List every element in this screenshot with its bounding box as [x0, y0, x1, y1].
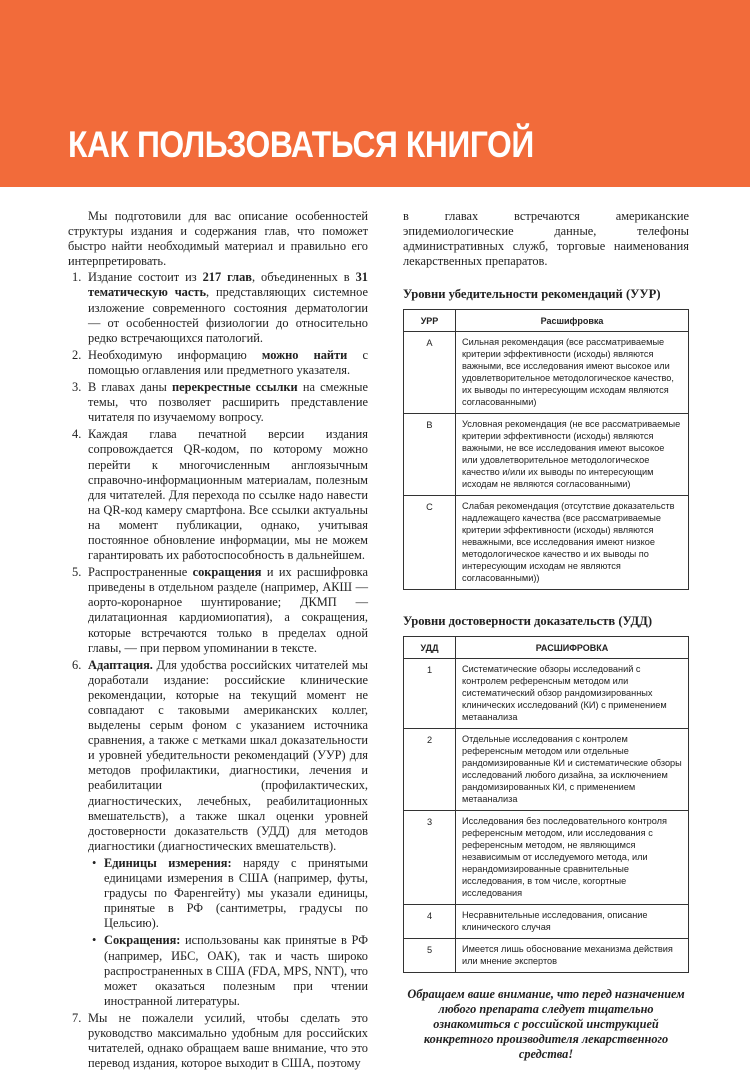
uur-header-code: УРР: [404, 310, 456, 332]
continuation-paragraph: в главах встречаются американские эпидемиологические данные, телефоны административных служб, торговые наименования лекарственных препаратов.: [403, 209, 689, 269]
udd-table: [403, 636, 689, 973]
list-item-1: 1. Издание состоит из 217 глав, объединенных в 31 тематическую часть, представляющих системное изложение современного состояния дерматологии — от особенностей физиологии до относительно редко встречающихся патологий.: [72, 270, 368, 345]
table-row: 1 Систематические обзоры исследований с контролем референсным методом или систематический обзор рандомизированных клинических исследований (КИ) с применением метаанализа: [404, 659, 689, 729]
list-item-4: 4. Каждая глава печатной версии издания сопровождается QR-кодом, по которому можно перейти к многочисленным англоязычным справочно-информационным материалам, полезным для читателей. Для перехода по ссылке надо навести на QR-код камеру смартфона. Все ссылки актуальны на момент публикации, однако, учитывая постоянное обновление информации, мы не можем гарантировать их работоспособность в дальнейшем.: [72, 427, 368, 563]
table-row: 3 Исследования без последовательного контроля референсным методом, или исследования с референсным методом, не являющимся независимым от исследуемого метода, или нерандомизированные сравнительные исследования, в том числе, когортные исследования: [404, 811, 689, 905]
left-column: [68, 209, 368, 1073]
list-item-7: 7. Мы не пожалели усилий, чтобы сделать это руководство максимально удобным для российских читателей, однако обращаем ваше внимание, что это перевод издания, которое выходит в США, поэтому: [72, 1010, 368, 1071]
list-item-3: 3. В главах даны перекрестные ссылки на смежные темы, что позволяет расширить представление читателя по изучаемому вопросу.: [72, 380, 368, 425]
list-item-5: 5. Распространенные сокращения и их расшифровка приведены в отдельном разделе (например, АКШ — аорто-коронарное шунтирование; ДКМП — дилатационная кардиомиопатия), а сокращения, которые встречаются только в пределах одной главы, — при первом упоминании в тексте.: [72, 565, 369, 655]
table-row: С Слабая рекомендация (отсутствие доказательств надлежащего качества (все рассматриваемые критерии эффективности (исходы) являются неважными, все исследования имеют низкое методологическое качество и их выводы по интересующим исходам не являются согласованными)): [404, 496, 689, 590]
list-item-2: 2. Необходимую информацию можно найти с помощью оглавления или предметного указателя.: [72, 347, 368, 377]
instructions-list: [68, 270, 368, 1071]
table-row: 2 Отдельные исследования с контролем референсным методом или отдельные рандомизированные КИ и систематические обзоры исследований любого дизайна, за исключением рандомизированных КИ, с применением метаанализа: [404, 729, 689, 811]
sublist-item-abbreviations: • Сокращения: использованы как принятые в РФ (например, ИБС, ОАК), так и часть широко распространенных в США (FDA, MPS, NNT), что может оказаться полезным при чтении иностранной литературы.: [92, 933, 368, 1008]
table-row: 4 Несравнительные исследования, описание клинического случая: [404, 905, 689, 939]
table-row: 5 Имеется лишь обоснование механизма действия или мнение экспертов: [404, 939, 689, 973]
list-item-6: 6. Адаптация. Для удобства российских читателей мы доработали издание: российские клинические рекомендации, которые на текущий момент не совпадают с таковыми американских коллег, выделены серым фоном с указанием источника сравнения, а также с метками шкал доказательности и уровней убедительности рекомендаций (УУР) для методов профилактики, диагностики, лечения и реабилитации (профилактических, диагностических, лечебных, реабилитационных вмешательств), а также шкал оценки уровней достоверности доказательств (УДД) для методов диагностики (диагностических вмешательств). • Единицы измерения: наряду с принятыми единицами измерения в США (например, футы, градусы по Фаренгейту) мы указали единицы, принятые в РФ (сантиметры, градусы по Цельсию). • Сокращения: использованы как принятые в РФ (например, ИБС, ОАК), так и часть широко распространенных в США (FDA, MPS, NNT), что может оказаться полезным при чтении иностранной литературы.: [72, 657, 368, 1008]
uur-table: [403, 309, 689, 590]
warning-note: Обращаем ваше внимание, что перед назначением любого препарата следует тщательно ознакомиться с российской инструкцией конкретного производителя лекарственного средства!: [407, 987, 685, 1062]
intro-paragraph: Мы подготовили для вас описание особенностей структуры издания и содержания глав, что поможет быстро найти необходимый материал и правильно его интерпретировать.: [68, 209, 368, 269]
page-title: КАК ПОЛЬЗОВАТЬСЯ КНИГОЙ: [68, 124, 534, 165]
udd-table-title: Уровни достоверности доказательств (УДД): [403, 614, 653, 629]
uur-header-description: Расшифровка: [456, 310, 689, 332]
table-row: А Сильная рекомендация (все рассматриваемые критерии эффективности (исходы) являются важными, все исследования имеют высокое или удовлетворительное методологическое качество, их выводы по интересующим исходам являются согласованными): [404, 332, 689, 414]
adaptation-sublist: [88, 856, 368, 1009]
sublist-item-units: • Единицы измерения: наряду с принятыми единицами измерения в США (например, футы, градусы по Фаренгейту) мы указали единицы, принятые в РФ (сантиметры, градусы по Цельсию).: [92, 855, 368, 931]
udd-header-description: РАСШИФРОВКА: [456, 637, 689, 659]
header-banner: [0, 0, 750, 187]
right-column: [403, 209, 689, 1062]
uur-table-title: Уровни убедительности рекомендаций (УУР): [403, 287, 661, 302]
udd-header-code: УДД: [404, 637, 456, 659]
table-row: В Условная рекомендация (не все рассматриваемые критерии эффективности (исходы) являются важными, не все исследования имеют высокое или удовлетворительное методологическое качество и/или их выводы по интересующим исходам не являются согласованными): [404, 414, 689, 496]
